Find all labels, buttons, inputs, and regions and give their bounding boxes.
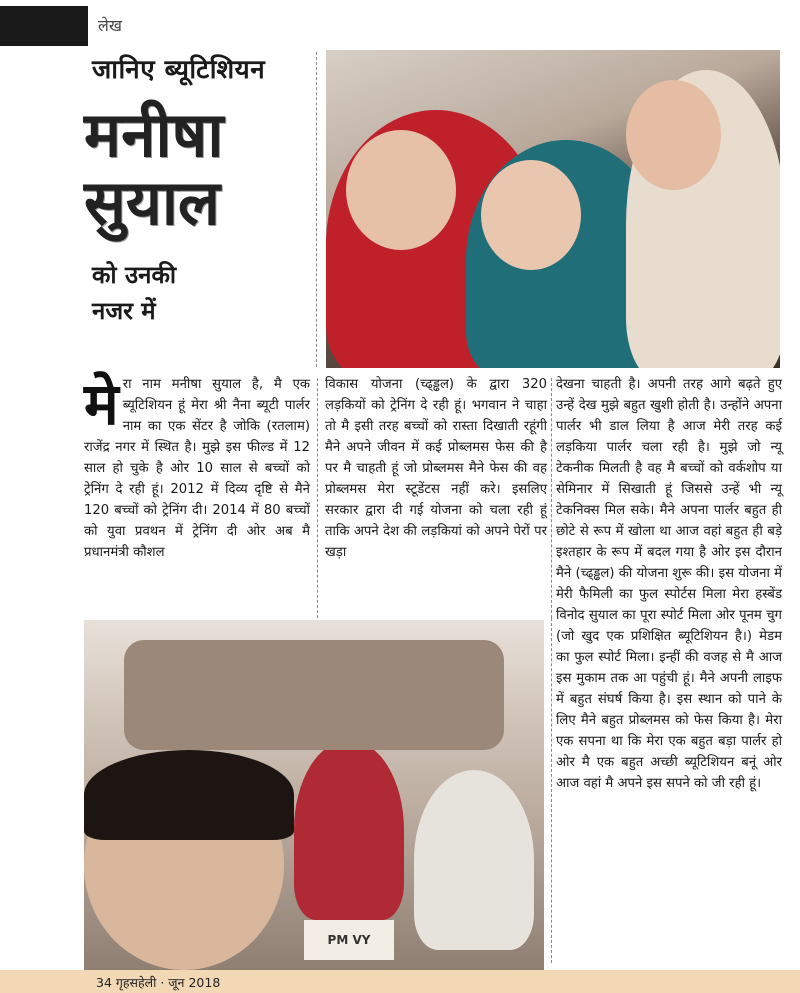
section-tab-bar: [0, 6, 88, 46]
section-label: लेख: [98, 16, 122, 35]
figure-student-white: [414, 770, 534, 950]
column-2-text: विकास योजना (च्ढ्ड्ढल) के द्वारा 320 लड़कियों को ट्रेनिंग दे रही हूं। भगवान ने चाहा तो मै इसी तरह बच्चों को रास्ता दिखाती रहूंगी मैने अपने जीवन में कई प्रोब्लमस फेस की है पर मै चाहती हूं जो प्रोब्लमस मैने फेस की वह प्रोब्लमस मेरा स्टूडेंटस नहीं करे। इसलिए सरकार द्वारा दी गई योजना को चला रही हूं ताकि अपने देश की लड़कियां को अपने पेरों पर खड़ा: [325, 377, 547, 560]
article-column-2: [325, 374, 547, 563]
column-divider-2: [551, 378, 552, 618]
headline-sub-line1: को उनकी: [92, 261, 177, 289]
face-1: [346, 130, 456, 250]
photo-students-group: [84, 620, 544, 970]
hair-selfie: [84, 750, 294, 840]
headline-name-line1: मनीषा: [84, 98, 224, 171]
photo-brides: [326, 50, 780, 368]
article-column-1: [84, 370, 310, 563]
students-background: [124, 640, 504, 750]
headline-kicker: जानिए ब्यूटिशियन: [92, 55, 266, 85]
column-divider-1: [317, 378, 318, 618]
pmkvy-bag: PM VY: [304, 920, 394, 960]
page-footer: 34 गृहसहेली · जून 2018: [96, 975, 221, 990]
drop-cap: मे: [84, 370, 119, 438]
article-column-3: [556, 374, 782, 794]
figure-student-red: [294, 740, 404, 920]
column-3-text: देखना चाहती है। अपनी तरह आगे बढ़ते हुए उन्हें देख मुझे बहुत खुशी होती है। उन्होंने अपना पार्लर भी डाल लिया है आज मेरी तरह कई लड़किया पार्लर चला रही है। मुझे जो न्यू टेकनीक मिलती है वह मै बच्चों को वर्कशोप या सेमिनार में सिखाती हूं जिससे उन्हें भी न्यू टेकनिक्स मिल सके। मैने अपना पार्लर बहुत ही छोटे से रूप में खोला था आज वहां बहुत ही बड़े इश्तहार के रूप में बदल गया है ओर इस दौरान मैने (च्ढ्ड्ढल) की योजना शुरू की। इस योजना में मेरी फैमिली का फुल स्पोर्टस मिला मेरा हस्बेंड विनोद सुयाल का पूरा स्पोर्ट मिला ओर पूनम चुग (जो खुद एक प्रशिक्षित ब्यूटिशियन है।) मेडम का फुल स्पोर्ट मिला। इन्हीं की वजह से मै आज इस मुकाम तक आ पहुंची हूं। मैने अपनी लाइफ में बहुत संघर्ष किया है। इस स्थान को पाने के लिए मैने बहुत प्रोब्लमस को फेस किया है। मेरा एक सपना था कि मेरा एक बहुत बड़ा पार्लर हो ओर मै एक बहुत अच्छी ब्यूटिशियन बनूं ओर आज वहां मै अपने इस सपने को जी रही हूं।: [556, 377, 782, 791]
column-divider-3: [551, 618, 552, 963]
face-3: [626, 80, 721, 190]
headline-divider: [316, 52, 317, 367]
face-2: [481, 160, 581, 270]
column-1-text: रा नाम मनीषा सुयाल है, मै एक ब्यूटिशियन हूं मेरा श्री नैना ब्यूटी पार्लर नाम का एक सेंटर है जोकि (रतलाम) राजेंद्र नगर में स्थित है। मुझे इस फील्ड में 12 साल हो चुके है ओर 10 साल से बच्चों को ट्रेनिंग दे रही हूं। 2012 में दिव्य दृष्टि से मैने 120 बच्चों को ट्रेनिंग दी। 2014 में 80 बच्चों को युवा प्रवथन में ट्रेनिंग दी ओर अब मै प्रधानमंत्री कौशल: [84, 377, 310, 560]
headline-name-line2: सुयाल: [84, 166, 220, 239]
headline-sub-line2: नजर में: [92, 297, 156, 325]
